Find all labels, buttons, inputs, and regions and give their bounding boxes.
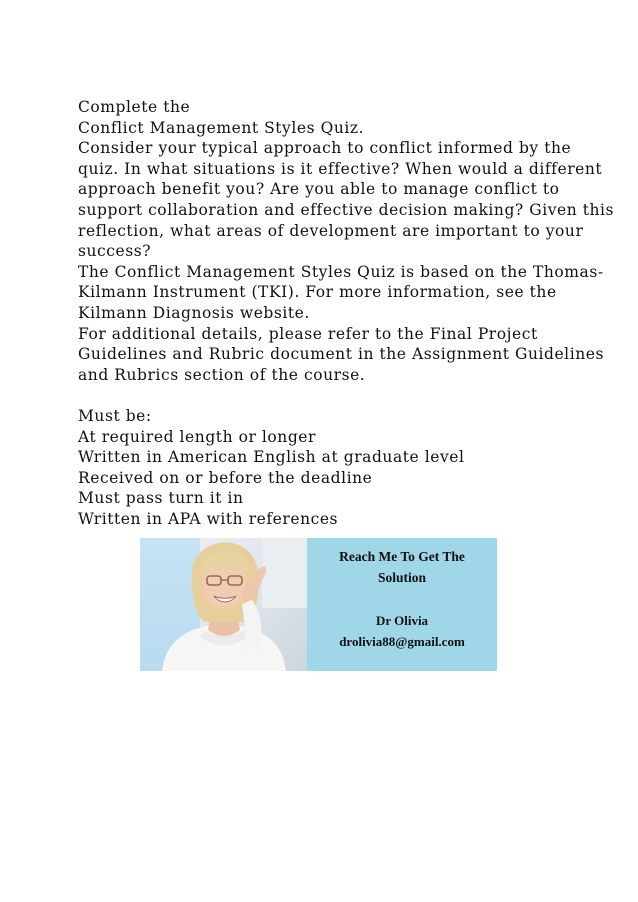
body-line: and Rubrics section of the course. [78, 365, 366, 384]
requirement-item: Written in American English at graduate level [78, 448, 465, 467]
body-line: support collaboration and effective decision making? Given this [78, 200, 615, 219]
body-line: Guidelines and Rubric document in the Assignment Guidelines [78, 345, 604, 364]
body-line: reflection, what areas of development are important to your [78, 221, 584, 240]
requirement-item: Must pass turn it in [78, 489, 244, 508]
contact-banner [140, 538, 497, 671]
contact-name: Dr Olivia [375, 613, 429, 628]
woman-illustration [140, 538, 307, 671]
requirements-title: Must be: [78, 406, 152, 425]
body-line: For additional details, please refer to the Final Project [78, 324, 538, 343]
body-line: Complete the [78, 98, 191, 116]
contact-email[interactable]: drolivia88@gmail.com [339, 634, 465, 649]
body-line: Consider your typical approach to conflict informed by the [78, 139, 572, 158]
banner-heading-line1: Reach Me To Get The [339, 549, 465, 564]
contact-info [307, 538, 497, 671]
body-line: quiz. In what situations is it effective? When would a different [78, 159, 603, 178]
body-line: Kilmann Diagnosis website. [78, 303, 310, 322]
requirement-item: Written in APA with references [78, 509, 339, 528]
body-line: The Conflict Management Styles Quiz is based on the Thomas- [78, 262, 604, 281]
person-photo [140, 538, 307, 671]
body-line: Kilmann Instrument (TKI). For more information, see the [78, 283, 557, 302]
body-line: Conflict Management Styles Quiz. [78, 118, 365, 137]
requirement-item: At required length or longer [78, 427, 316, 446]
body-line: success? [78, 242, 152, 261]
paragraph-spacer [78, 385, 578, 406]
body-line: approach benefit you? Are you able to manage conflict to [78, 180, 560, 199]
document-body [78, 97, 615, 529]
banner-heading-line2: Solution [377, 570, 427, 585]
requirement-item: Received on or before the deadline [78, 468, 373, 487]
